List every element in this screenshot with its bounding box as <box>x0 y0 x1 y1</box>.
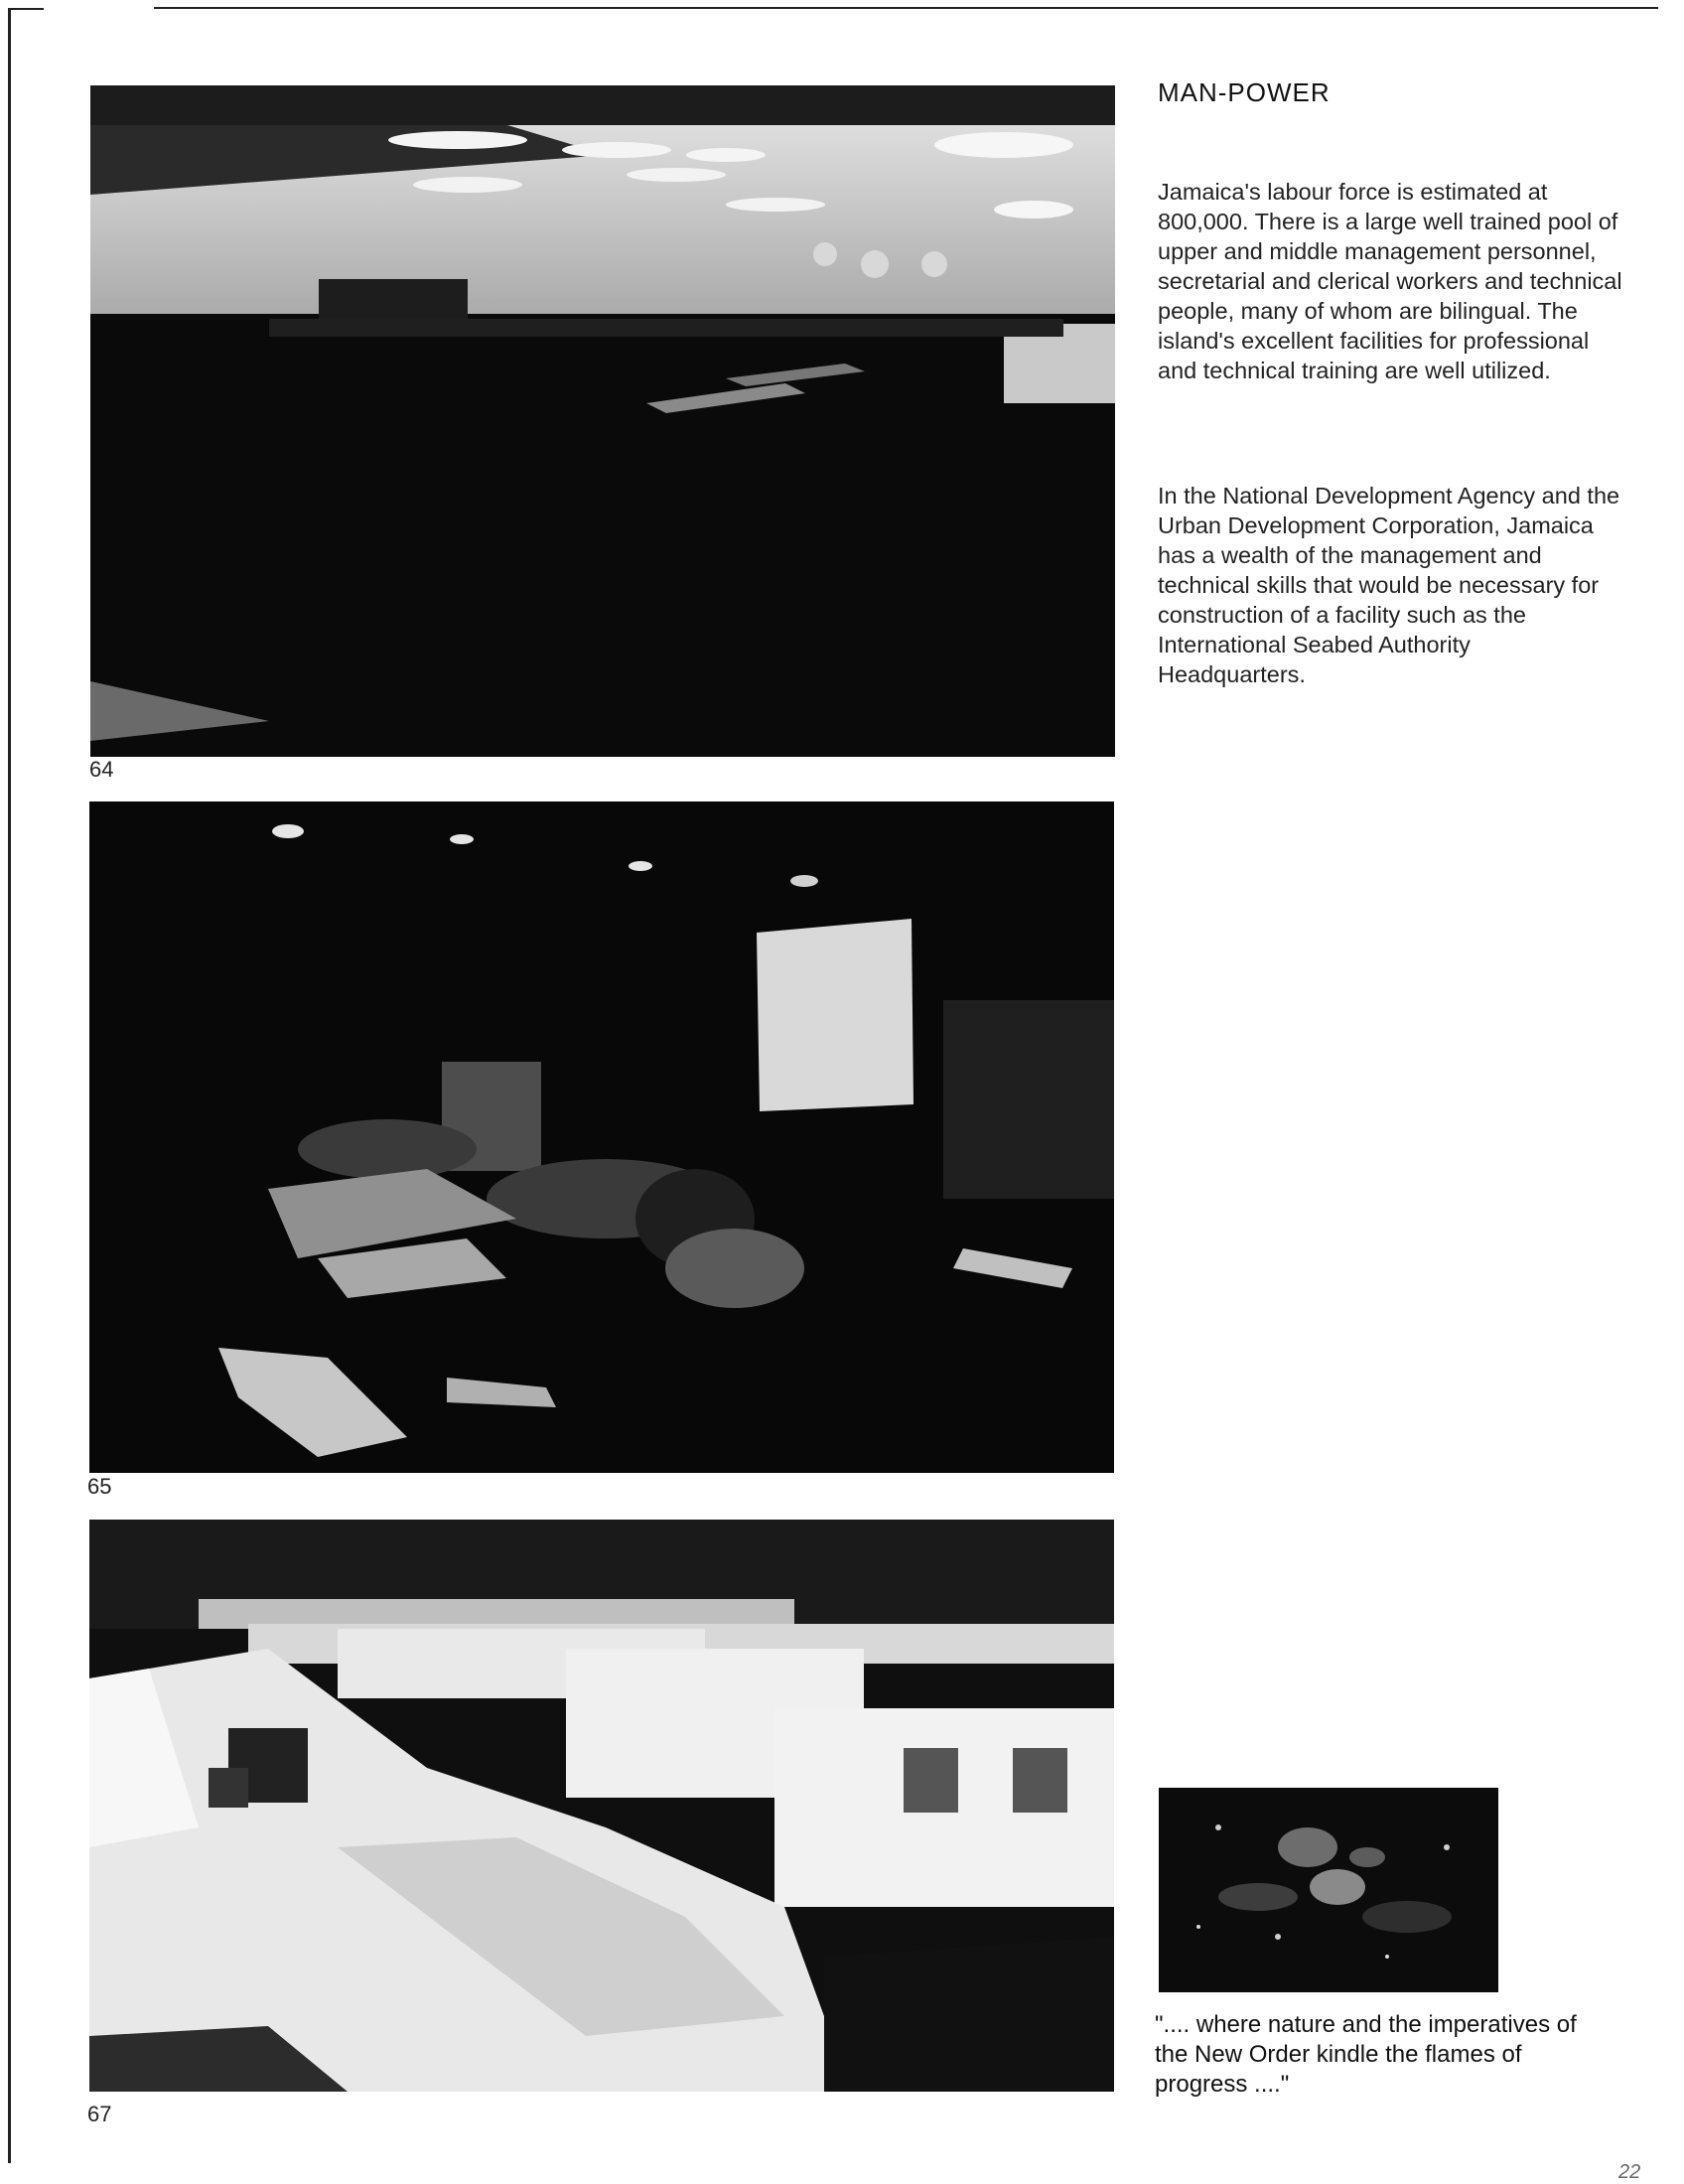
left-rule <box>8 8 11 2163</box>
office-photo <box>90 85 1115 757</box>
paragraph-development-agency: In the National Development Agency and the Urban Development Corporation, Jamaica has a wealth of the management and technical skills that would be necessary for construction of a facility such as the International Seabed Authority Headquarters. <box>1158 483 1620 687</box>
construction-site-photo <box>89 1520 1114 2092</box>
page-number: 22 <box>1618 2161 1641 2183</box>
quote-caption: ".... where nature and the imperatives of the New Order kindle the flames of progress ...." <box>1155 2011 1577 2098</box>
section-heading: MAN-POWER <box>1158 77 1331 107</box>
corner-rule <box>8 8 44 10</box>
top-rule <box>154 7 1658 9</box>
photo-number-65: 65 <box>87 1474 112 1499</box>
paragraph-labour-force: Jamaica's labour force is estimated at 800,000. There is a large well trained pool of upper and middle management personnel, secretarial and clerical workers and technical people, many of whom are bilingual. The island's excellent facilities for professional and technical training are well utilized. <box>1158 179 1622 383</box>
photo-number-64: 64 <box>89 757 114 782</box>
classroom-photo <box>89 801 1114 1473</box>
fire-photo <box>1159 1788 1498 1992</box>
photo-number-67: 67 <box>87 2102 112 2126</box>
